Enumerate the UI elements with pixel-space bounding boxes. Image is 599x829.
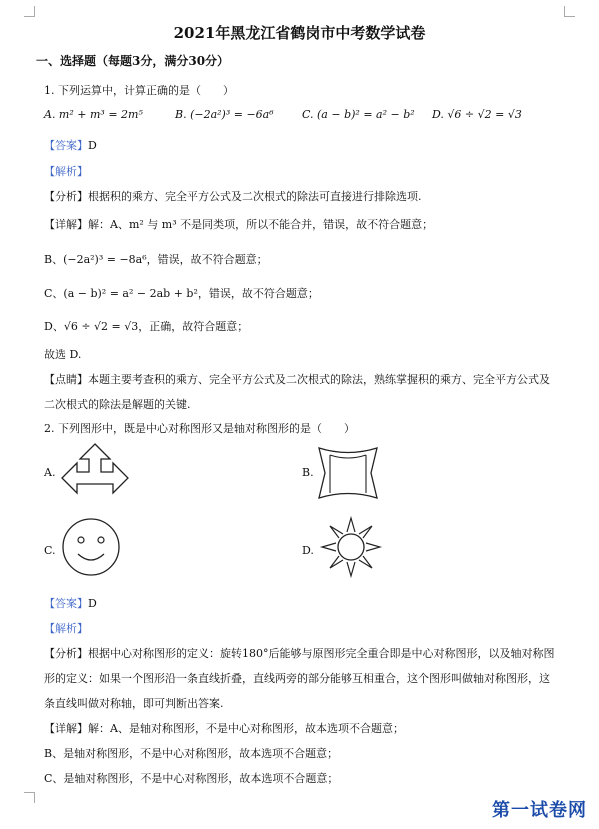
q1-fenxi: 根据积的乘方、完全平方公式及二次根式的除法可直接进行排除选项. (88, 190, 422, 203)
q2-figure-c-smiley-icon (60, 516, 122, 578)
q1-answer: D (88, 139, 97, 152)
q2-figure-d-sun-icon (318, 514, 384, 580)
corner-mark-top-left (24, 6, 35, 17)
q2-label-d: D. (302, 544, 314, 557)
q1-line-b: B、(−2a²)³ = −8a⁶，错误，故不符合题意； (44, 253, 268, 266)
q2-fenxi-2: 形的定义：如果一个图形沿一条直线折叠，直线两旁的部分能够互相重合，这个图形叫做轴对称图形，这 (44, 672, 550, 685)
q2-line-c: C、是轴对称图形，不是中心对称图形，故本选项不合题意； (44, 772, 339, 785)
watermark-logo: 第一试卷网 (492, 800, 587, 821)
q2-fenxi-tag: 【分析】 (44, 647, 88, 660)
q2-label-b: B. (302, 466, 314, 479)
q1-line-d: D、√6 ÷ √2 = √3，正确，故符合题意； (44, 320, 249, 333)
q2-fenxi-3: 条直线叫做对称轴，即可判断出答案. (44, 697, 224, 710)
q2-answer-tag: 【答案】 (44, 597, 88, 610)
q1-answer-tag: 【答案】 (44, 139, 88, 152)
q1-xiangjie-tag: 【详解】 (44, 218, 88, 231)
q2-jiexi-tag: 【解析】 (44, 622, 88, 635)
q2-xiangjie-tag: 【详解】 (44, 722, 88, 735)
q1-choose: 故选 D. (44, 348, 82, 361)
q1-xiangjie-a: 解：A、m² 与 m³ 不是同类项，所以不能合并，错误，故不符合题意； (88, 218, 434, 231)
q2-line-b: B、是轴对称图形，不是中心对称图形，故本选项不合题意； (44, 747, 339, 760)
section-heading: 一、选择题（每题3分，满分30分） (36, 54, 230, 68)
q1-stem: 1. 下列运算中，计算正确的是（ ） (44, 84, 234, 97)
q1-option-a: A. m² + m³ = 2m⁵ (44, 108, 143, 121)
q2-stem: 2. 下列图形中，既是中心对称图形又是轴对称图形的是（ ） (44, 422, 355, 435)
q1-jiexi-tag: 【解析】 (44, 165, 88, 178)
q1-option-d: D. √6 ÷ √2 = √3 (432, 108, 522, 121)
q2-figure-b-ribbon-icon (316, 445, 380, 503)
q1-line-c: C、(a − b)² = a² − 2ab + b²，错误，故不符合题意； (44, 287, 319, 300)
q2-xiangjie-a: 解：A、是轴对称图形，不是中心对称图形，故本选项不合题意； (88, 722, 404, 735)
corner-mark-top-right (564, 6, 575, 17)
q2-label-a: A. (44, 466, 56, 479)
q2-fenxi-1: 根据中心对称图形的定义：旋转180°后能够与原图形完全重合即是中心对称图形，以及轴对称图 (88, 647, 555, 660)
q1-dianjing-tag: 【点睛】 (44, 373, 88, 386)
page-title: 2021年黑龙江省鹤岗市中考数学试卷 (173, 24, 426, 42)
q1-fenxi-tag: 【分析】 (44, 190, 88, 203)
q2-label-c: C. (44, 544, 56, 557)
q2-figure-a-arrows-icon (60, 442, 130, 500)
q1-option-c: C. (a − b)² = a² − b² (302, 108, 415, 121)
q2-answer: D (88, 597, 97, 610)
corner-mark-bottom-left (24, 792, 35, 803)
q1-option-b: B. (−2a²)³ = −6a⁶ (175, 108, 274, 121)
q1-dianjing-1: 本题主要考查积的乘方、完全平方公式及二次根式的除法，熟练掌握积的乘方、完全平方公式及 (88, 373, 550, 386)
q1-dianjing-2: 二次根式的除法是解题的关键. (44, 398, 191, 411)
